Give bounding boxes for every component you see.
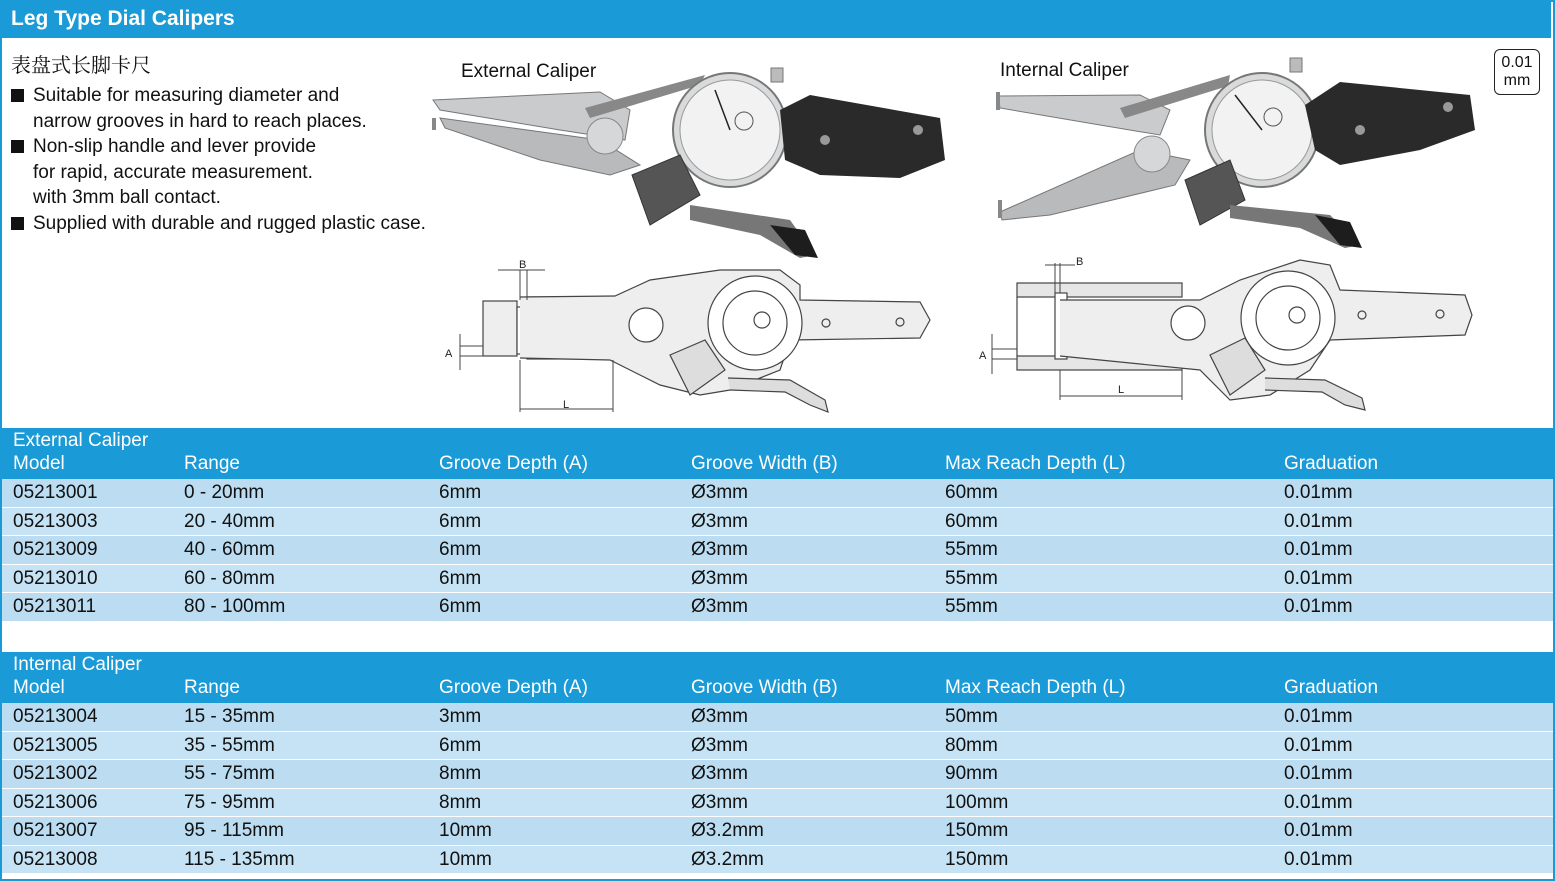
col-graduation: Graduation — [1284, 453, 1379, 474]
table-row: 05213002 55 - 75mm 8mm Ø3mm 90mm 0.01mm — [2, 760, 1553, 789]
internal-table-body — [2, 703, 1553, 874]
table-caption: Internal Caliper — [13, 654, 142, 675]
table-caption: External Caliper — [13, 430, 149, 451]
feature-item-continued: with 3mm ball contact. — [33, 187, 221, 208]
ext-dim-b-label: B — [519, 259, 527, 271]
feature-item: Non-slip handle and lever provide — [11, 134, 426, 160]
external-caliper-table — [2, 428, 1553, 622]
col-range: Range — [184, 677, 240, 698]
col-groove-depth: Groove Depth (A) — [439, 453, 588, 474]
table-row: 05213009 40 - 60mm 6mm Ø3mm 55mm 0.01mm — [2, 536, 1553, 565]
col-groove-depth: Groove Depth (A) — [439, 677, 588, 698]
chinese-title: 表盘式长脚卡尺 — [11, 53, 151, 77]
table-row: 05213003 20 - 40mm 6mm Ø3mm 60mm 0.01mm — [2, 508, 1553, 537]
table-row: 05213008 115 - 135mm 10mm Ø3.2mm 150mm 0.01mm — [2, 846, 1553, 875]
internal-caliper-table — [2, 652, 1553, 874]
feature-item-continued: narrow grooves in hard to reach places. — [33, 110, 367, 132]
external-caliper-photo — [432, 68, 945, 258]
col-graduation: Graduation — [1284, 677, 1379, 698]
feature-item-continued: for rapid, accurate measurement. — [33, 161, 313, 183]
column-header-row — [2, 676, 1553, 703]
feature-item: Supplied with durable and rugged plastic case. — [11, 211, 426, 237]
col-max-reach: Max Reach Depth (L) — [945, 677, 1126, 698]
internal-caliper-photo — [996, 58, 1475, 248]
int-dim-l-label: L — [1118, 384, 1125, 396]
int-dim-a-label: A — [979, 350, 987, 362]
table-row: 05213005 35 - 55mm 6mm Ø3mm 80mm 0.01mm — [2, 732, 1553, 761]
table-row: 05213007 95 - 115mm 10mm Ø3.2mm 150mm 0.01mm — [2, 817, 1553, 846]
table-row: 05213001 0 - 20mm 6mm Ø3mm 60mm 0.01mm — [2, 479, 1553, 508]
table-row: 05213010 60 - 80mm 6mm Ø3mm 55mm 0.01mm — [2, 565, 1553, 594]
feature-item: Suitable for measuring diameter and — [11, 83, 426, 109]
external-table-body — [2, 479, 1553, 622]
external-caliper-diagram — [460, 270, 930, 412]
internal-caliper-label: Internal Caliper — [1000, 60, 1129, 81]
page-title: Leg Type Dial Calipers — [0, 0, 1551, 38]
internal-table-header — [2, 652, 1553, 703]
col-groove-width: Groove Width (B) — [691, 453, 838, 474]
caliper-illustrations — [0, 0, 1555, 430]
ext-dim-l-label: L — [563, 399, 570, 411]
table-row: 05213006 75 - 95mm 8mm Ø3mm 100mm 0.01mm — [2, 789, 1553, 818]
column-header-row — [2, 452, 1553, 479]
table-row: 05213004 15 - 35mm 3mm Ø3mm 50mm 0.01mm — [2, 703, 1553, 732]
col-groove-width: Groove Width (B) — [691, 677, 838, 698]
col-model: Model — [13, 453, 65, 474]
int-dim-b-label: B — [1076, 256, 1084, 268]
col-model: Model — [13, 677, 65, 698]
internal-caliper-diagram — [992, 260, 1472, 410]
external-table-header — [2, 428, 1553, 479]
table-row: 05213011 80 - 100mm 6mm Ø3mm 55mm 0.01mm — [2, 593, 1553, 622]
ext-dim-a-label: A — [445, 348, 453, 360]
col-max-reach: Max Reach Depth (L) — [945, 453, 1126, 474]
graduation-badge: 0.01 mm — [1494, 49, 1540, 95]
col-range: Range — [184, 453, 240, 474]
external-caliper-label: External Caliper — [461, 61, 597, 82]
